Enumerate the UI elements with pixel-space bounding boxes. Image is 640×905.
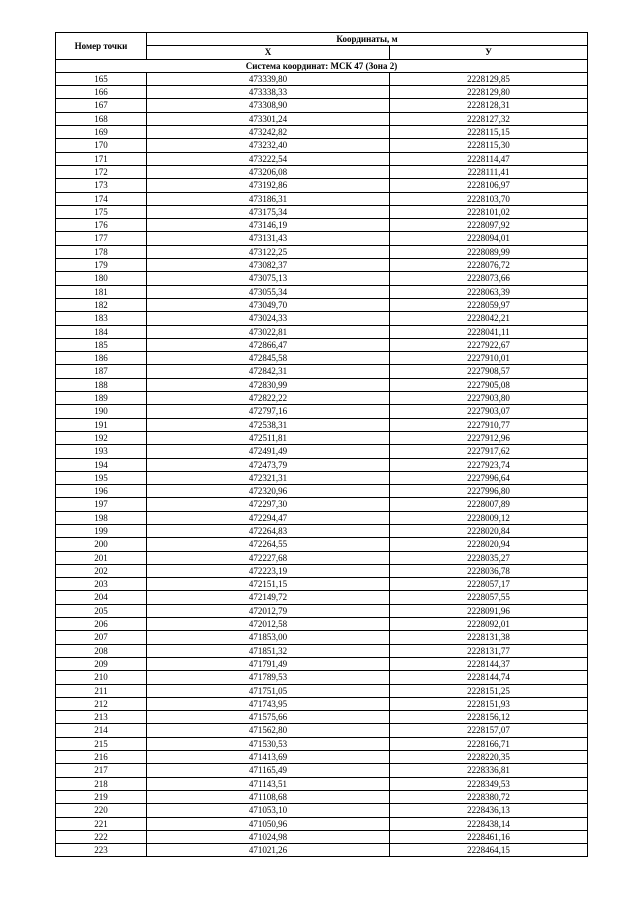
table-row	[56, 245, 588, 258]
y-coordinate-cell: 2228097,92	[390, 219, 588, 232]
table-row	[56, 338, 588, 351]
point-number-cell: 184	[56, 325, 147, 338]
point-number-cell: 199	[56, 524, 147, 537]
table-row	[56, 86, 588, 99]
y-coordinate-cell: 2228461,16	[390, 830, 588, 843]
point-number-cell: 180	[56, 272, 147, 285]
point-number-cell: 201	[56, 551, 147, 564]
y-coordinate-cell: 2227912,96	[390, 431, 588, 444]
point-number-cell: 219	[56, 790, 147, 803]
y-coordinate-cell: 2228131,77	[390, 644, 588, 657]
y-coordinate-cell: 2228092,01	[390, 618, 588, 631]
table-row	[56, 418, 588, 431]
x-coordinate-cell: 472842,31	[147, 365, 390, 378]
x-coordinate-cell: 471530,53	[147, 737, 390, 750]
x-coordinate-cell: 473186,31	[147, 192, 390, 205]
point-number-cell: 205	[56, 604, 147, 617]
y-coordinate-cell: 2227917,62	[390, 445, 588, 458]
x-coordinate-cell: 472012,79	[147, 604, 390, 617]
y-coordinate-cell: 2228041,11	[390, 325, 588, 338]
x-coordinate-cell: 473024,33	[147, 312, 390, 325]
x-coordinate-cell: 473192,86	[147, 179, 390, 192]
table-row	[56, 471, 588, 484]
y-coordinate-cell: 2228091,96	[390, 604, 588, 617]
table-row	[56, 431, 588, 444]
header-point-number: Номер точки	[56, 33, 147, 60]
point-number-cell: 221	[56, 817, 147, 830]
x-coordinate-cell: 473339,80	[147, 72, 390, 85]
point-number-cell: 190	[56, 405, 147, 418]
x-coordinate-cell: 472830,99	[147, 378, 390, 391]
point-number-cell: 214	[56, 724, 147, 737]
x-coordinate-cell: 471751,05	[147, 684, 390, 697]
table-row	[56, 711, 588, 724]
table-row	[56, 232, 588, 245]
y-coordinate-cell: 2228007,89	[390, 498, 588, 511]
x-coordinate-cell: 471575,66	[147, 711, 390, 724]
x-coordinate-cell: 471791,49	[147, 657, 390, 670]
table-row	[56, 591, 588, 604]
point-number-cell: 174	[56, 192, 147, 205]
x-coordinate-cell: 472294,47	[147, 511, 390, 524]
point-number-cell: 166	[56, 86, 147, 99]
point-number-cell: 185	[56, 338, 147, 351]
table-row	[56, 285, 588, 298]
y-coordinate-cell: 2228151,93	[390, 697, 588, 710]
table-row	[56, 126, 588, 139]
y-coordinate-cell: 2228115,15	[390, 126, 588, 139]
y-coordinate-cell: 2228166,71	[390, 737, 588, 750]
y-coordinate-cell: 2228129,85	[390, 72, 588, 85]
table-row	[56, 697, 588, 710]
y-coordinate-cell: 2228156,12	[390, 711, 588, 724]
point-number-cell: 189	[56, 392, 147, 405]
point-number-cell: 223	[56, 844, 147, 857]
point-number-cell: 168	[56, 112, 147, 125]
table-row	[56, 192, 588, 205]
header-y: У	[390, 46, 588, 59]
point-number-cell: 193	[56, 445, 147, 458]
point-number-cell: 175	[56, 205, 147, 218]
y-coordinate-cell: 2227903,07	[390, 405, 588, 418]
x-coordinate-cell: 473301,24	[147, 112, 390, 125]
y-coordinate-cell: 2227908,57	[390, 365, 588, 378]
x-coordinate-cell: 473122,25	[147, 245, 390, 258]
y-coordinate-cell: 2228057,55	[390, 591, 588, 604]
point-number-cell: 198	[56, 511, 147, 524]
x-coordinate-cell: 473082,37	[147, 259, 390, 272]
point-number-cell: 200	[56, 538, 147, 551]
point-number-cell: 183	[56, 312, 147, 325]
y-coordinate-cell: 2228009,12	[390, 511, 588, 524]
point-number-cell: 204	[56, 591, 147, 604]
table-row	[56, 378, 588, 391]
table-row	[56, 139, 588, 152]
x-coordinate-cell: 471853,00	[147, 631, 390, 644]
point-number-cell: 178	[56, 245, 147, 258]
x-coordinate-cell: 472264,83	[147, 524, 390, 537]
point-number-cell: 208	[56, 644, 147, 657]
point-number-cell: 196	[56, 485, 147, 498]
point-number-cell: 176	[56, 219, 147, 232]
table-row	[56, 631, 588, 644]
point-number-cell: 170	[56, 139, 147, 152]
table-row	[56, 485, 588, 498]
y-coordinate-cell: 2228380,72	[390, 790, 588, 803]
table-row	[56, 751, 588, 764]
y-coordinate-cell: 2227923,74	[390, 458, 588, 471]
table-row	[56, 498, 588, 511]
y-coordinate-cell: 2228349,53	[390, 777, 588, 790]
y-coordinate-cell: 2228103,70	[390, 192, 588, 205]
table-row	[56, 259, 588, 272]
x-coordinate-cell: 471789,53	[147, 671, 390, 684]
table-row	[56, 538, 588, 551]
x-coordinate-cell: 471050,96	[147, 817, 390, 830]
x-coordinate-cell: 472264,55	[147, 538, 390, 551]
y-coordinate-cell: 2228151,25	[390, 684, 588, 697]
y-coordinate-cell: 2227996,80	[390, 485, 588, 498]
table-row	[56, 298, 588, 311]
y-coordinate-cell: 2228101,02	[390, 205, 588, 218]
table-row	[56, 72, 588, 85]
point-number-cell: 220	[56, 804, 147, 817]
table-row	[56, 817, 588, 830]
x-coordinate-cell: 472012,58	[147, 618, 390, 631]
y-coordinate-cell: 2227922,67	[390, 338, 588, 351]
x-coordinate-cell: 473022,81	[147, 325, 390, 338]
table-row	[56, 392, 588, 405]
y-coordinate-cell: 2228464,15	[390, 844, 588, 857]
x-coordinate-cell: 473146,19	[147, 219, 390, 232]
point-number-cell: 188	[56, 378, 147, 391]
x-coordinate-cell: 473232,40	[147, 139, 390, 152]
point-number-cell: 215	[56, 737, 147, 750]
x-coordinate-cell: 473222,54	[147, 152, 390, 165]
point-number-cell: 169	[56, 126, 147, 139]
point-number-cell: 192	[56, 431, 147, 444]
table-row	[56, 564, 588, 577]
x-coordinate-cell: 472845,58	[147, 352, 390, 365]
x-coordinate-cell: 472321,31	[147, 471, 390, 484]
point-number-cell: 181	[56, 285, 147, 298]
x-coordinate-cell: 472538,31	[147, 418, 390, 431]
x-coordinate-cell: 472797,16	[147, 405, 390, 418]
y-coordinate-cell: 2228144,37	[390, 657, 588, 670]
table-row	[56, 804, 588, 817]
x-coordinate-cell: 471021,26	[147, 844, 390, 857]
table-row	[56, 205, 588, 218]
table-row	[56, 737, 588, 750]
x-coordinate-cell: 473206,08	[147, 165, 390, 178]
point-number-cell: 171	[56, 152, 147, 165]
y-coordinate-cell: 2228042,21	[390, 312, 588, 325]
x-coordinate-cell: 471024,98	[147, 830, 390, 843]
x-coordinate-cell: 471743,95	[147, 697, 390, 710]
point-number-cell: 194	[56, 458, 147, 471]
y-coordinate-cell: 2227905,08	[390, 378, 588, 391]
table-row	[56, 618, 588, 631]
coordinates-sheet	[55, 32, 587, 857]
x-coordinate-cell: 473242,82	[147, 126, 390, 139]
y-coordinate-cell: 2228128,31	[390, 99, 588, 112]
point-number-cell: 173	[56, 179, 147, 192]
point-number-cell: 172	[56, 165, 147, 178]
table-row	[56, 312, 588, 325]
table-row	[56, 152, 588, 165]
y-coordinate-cell: 2228144,74	[390, 671, 588, 684]
table-row	[56, 179, 588, 192]
x-coordinate-cell: 472223,19	[147, 564, 390, 577]
table-row	[56, 365, 588, 378]
y-coordinate-cell: 2228129,80	[390, 86, 588, 99]
table-row	[56, 112, 588, 125]
coordinates-table	[55, 32, 588, 857]
point-number-cell: 179	[56, 259, 147, 272]
x-coordinate-cell: 473308,90	[147, 99, 390, 112]
point-number-cell: 202	[56, 564, 147, 577]
y-coordinate-cell: 2227903,80	[390, 392, 588, 405]
table-row	[56, 551, 588, 564]
point-number-cell: 167	[56, 99, 147, 112]
x-coordinate-cell: 471053,10	[147, 804, 390, 817]
x-coordinate-cell: 473131,43	[147, 232, 390, 245]
point-number-cell: 222	[56, 830, 147, 843]
point-number-cell: 216	[56, 751, 147, 764]
table-row	[56, 352, 588, 365]
x-coordinate-cell: 472822,22	[147, 392, 390, 405]
y-coordinate-cell: 2228073,66	[390, 272, 588, 285]
point-number-cell: 177	[56, 232, 147, 245]
y-coordinate-cell: 2227910,77	[390, 418, 588, 431]
point-number-cell: 217	[56, 764, 147, 777]
table-row	[56, 604, 588, 617]
y-coordinate-cell: 2227996,64	[390, 471, 588, 484]
y-coordinate-cell: 2228063,39	[390, 285, 588, 298]
y-coordinate-cell: 2228057,17	[390, 578, 588, 591]
x-coordinate-cell: 472149,72	[147, 591, 390, 604]
point-number-cell: 203	[56, 578, 147, 591]
y-coordinate-cell: 2228020,94	[390, 538, 588, 551]
x-coordinate-cell: 471851,32	[147, 644, 390, 657]
x-coordinate-cell: 471413,69	[147, 751, 390, 764]
point-number-cell: 213	[56, 711, 147, 724]
y-coordinate-cell: 2228106,97	[390, 179, 588, 192]
point-number-cell: 212	[56, 697, 147, 710]
point-number-cell: 211	[56, 684, 147, 697]
x-coordinate-cell: 472151,15	[147, 578, 390, 591]
point-number-cell: 210	[56, 671, 147, 684]
x-coordinate-cell: 473338,33	[147, 86, 390, 99]
y-coordinate-cell: 2228157,07	[390, 724, 588, 737]
x-coordinate-cell: 471143,51	[147, 777, 390, 790]
x-coordinate-cell: 473175,34	[147, 205, 390, 218]
table-row	[56, 511, 588, 524]
table-row	[56, 165, 588, 178]
table-row	[56, 99, 588, 112]
y-coordinate-cell: 2228336,81	[390, 764, 588, 777]
table-row	[56, 671, 588, 684]
y-coordinate-cell: 2228094,01	[390, 232, 588, 245]
point-number-cell: 186	[56, 352, 147, 365]
table-row	[56, 458, 588, 471]
x-coordinate-cell: 472297,30	[147, 498, 390, 511]
y-coordinate-cell: 2228076,72	[390, 259, 588, 272]
x-coordinate-cell: 473055,34	[147, 285, 390, 298]
table-row	[56, 219, 588, 232]
table-row	[56, 724, 588, 737]
table-body	[56, 72, 588, 857]
x-coordinate-cell: 471562,80	[147, 724, 390, 737]
table-row	[56, 524, 588, 537]
x-coordinate-cell: 472227,68	[147, 551, 390, 564]
coordinate-system-row: Система координат: МСК 47 (Зона 2)	[56, 59, 588, 72]
table-row	[56, 644, 588, 657]
y-coordinate-cell: 2228436,13	[390, 804, 588, 817]
point-number-cell: 207	[56, 631, 147, 644]
y-coordinate-cell: 2228131,38	[390, 631, 588, 644]
y-coordinate-cell: 2228127,32	[390, 112, 588, 125]
header-coordinates: Координаты, м	[147, 33, 588, 46]
table-row	[56, 684, 588, 697]
point-number-cell: 195	[56, 471, 147, 484]
table-row	[56, 405, 588, 418]
table-row	[56, 830, 588, 843]
x-coordinate-cell: 471108,68	[147, 790, 390, 803]
table-row	[56, 844, 588, 857]
table-row	[56, 764, 588, 777]
table-row	[56, 272, 588, 285]
table-row	[56, 777, 588, 790]
x-coordinate-cell: 472473,79	[147, 458, 390, 471]
point-number-cell: 165	[56, 72, 147, 85]
y-coordinate-cell: 2228220,35	[390, 751, 588, 764]
y-coordinate-cell: 2228036,78	[390, 564, 588, 577]
x-coordinate-cell: 472491,49	[147, 445, 390, 458]
y-coordinate-cell: 2228114,47	[390, 152, 588, 165]
y-coordinate-cell: 2228438,14	[390, 817, 588, 830]
x-coordinate-cell: 472320,96	[147, 485, 390, 498]
point-number-cell: 218	[56, 777, 147, 790]
y-coordinate-cell: 2228059,97	[390, 298, 588, 311]
x-coordinate-cell: 472511,81	[147, 431, 390, 444]
point-number-cell: 187	[56, 365, 147, 378]
table-row	[56, 657, 588, 670]
x-coordinate-cell: 473075,13	[147, 272, 390, 285]
y-coordinate-cell: 2228115,30	[390, 139, 588, 152]
point-number-cell: 209	[56, 657, 147, 670]
table-row	[56, 445, 588, 458]
point-number-cell: 191	[56, 418, 147, 431]
point-number-cell: 206	[56, 618, 147, 631]
x-coordinate-cell: 471165,49	[147, 764, 390, 777]
x-coordinate-cell: 472866,47	[147, 338, 390, 351]
table-row	[56, 325, 588, 338]
y-coordinate-cell: 2228111,41	[390, 165, 588, 178]
y-coordinate-cell: 2228020,84	[390, 524, 588, 537]
y-coordinate-cell: 2227910,01	[390, 352, 588, 365]
x-coordinate-cell: 473049,70	[147, 298, 390, 311]
table-row	[56, 790, 588, 803]
y-coordinate-cell: 2228089,99	[390, 245, 588, 258]
point-number-cell: 182	[56, 298, 147, 311]
point-number-cell: 197	[56, 498, 147, 511]
table-row	[56, 578, 588, 591]
header-x: X	[147, 46, 390, 59]
y-coordinate-cell: 2228035,27	[390, 551, 588, 564]
